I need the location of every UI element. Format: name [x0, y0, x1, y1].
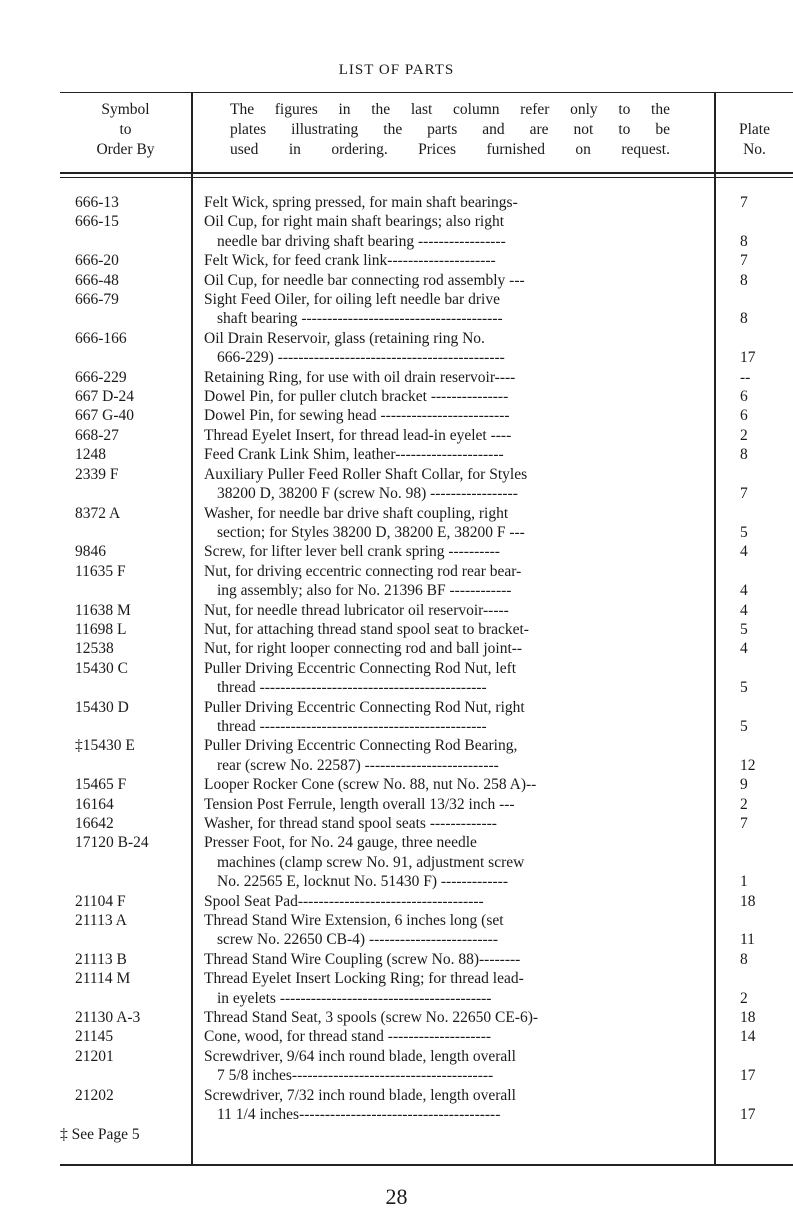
description-line: 38200 D, 38200 F (screw No. 98) -----------------	[217, 485, 518, 503]
table-row	[0, 193, 793, 212]
description-line: Screwdriver, 7/32 inch round blade, length overall	[204, 1086, 516, 1104]
table-row	[0, 639, 793, 658]
table-bottom-rule	[60, 1164, 793, 1166]
part-description	[191, 562, 701, 601]
part-symbol: 11635 F	[75, 562, 126, 580]
table-row	[0, 601, 793, 620]
description-line: Thread Eyelet Insert Locking Ring; for thread lead-	[204, 970, 524, 988]
plate-column-header: Plate No.	[739, 121, 770, 158]
table-row	[0, 1027, 793, 1046]
plate-number: 4	[740, 582, 748, 600]
description-line: No. 22565 E, locknut No. 51430 F) -------------	[217, 873, 508, 891]
part-description	[191, 368, 701, 387]
plate-number: 2	[740, 795, 748, 813]
plate-cell	[701, 736, 793, 775]
part-description	[191, 775, 701, 794]
description-line: Cone, wood, for thread stand --------------------	[204, 1028, 492, 1046]
description-line: Oil Cup, for right main shaft bearings; also right	[204, 213, 505, 231]
plate-number: 8	[740, 950, 748, 968]
plate-cell	[701, 1008, 793, 1027]
description-line: Feed Crank Link Shim, leather---------------------	[204, 446, 504, 464]
table-row	[0, 290, 793, 329]
plate-cell	[701, 387, 793, 406]
description-line: needle bar driving shaft bearing -----------------	[217, 232, 506, 250]
description-line: Screw, for lifter lever bell crank spring ----------	[204, 543, 500, 561]
part-symbol: 16164	[75, 795, 114, 813]
part-symbol: 2339 F	[75, 465, 119, 483]
plate-number: 8	[740, 271, 748, 289]
plate-cell	[701, 601, 793, 620]
table-row	[0, 1086, 793, 1125]
description-line: Thread Eyelet Insert, for thread lead-in eyelet ----	[204, 426, 512, 444]
table-row	[0, 1008, 793, 1027]
description-line: thread --------------------------------------------	[217, 679, 487, 697]
part-symbol: ‡15430 E	[75, 737, 135, 755]
plate-cell	[701, 1027, 793, 1046]
description-line: Oil Cup, for needle bar connecting rod assembly ---	[204, 271, 525, 289]
plate-number: 4	[740, 640, 748, 658]
plate-cell	[701, 504, 793, 543]
plate-number: 5	[740, 620, 748, 638]
plate-cell	[701, 775, 793, 794]
part-description	[191, 795, 701, 814]
description-line: Puller Driving Eccentric Connecting Rod Nut, left	[204, 659, 517, 677]
part-description	[191, 1027, 701, 1046]
plate-cell	[701, 465, 793, 504]
part-symbol: 667 D-24	[75, 388, 134, 406]
description-line: Thread Stand Seat, 3 spools (screw No. 22650 CE-6)-	[204, 1009, 539, 1027]
description-line: Washer, for thread stand spool seats -------------	[204, 815, 497, 832]
part-symbol: 21145	[75, 1028, 114, 1046]
description-line: Oil Drain Reservoir, glass (retaining ring No.	[204, 329, 485, 347]
description-line: 7 5/8 inches---------------------------------------	[217, 1067, 494, 1085]
plate-cell	[701, 426, 793, 445]
plate-number: 17	[740, 349, 756, 367]
part-symbol: 21130 A-3	[75, 1009, 141, 1027]
description-column-header: The figures in the last column refer only to the plates illustrating the parts and are not to be used in ordering. Prices furnished on request.	[230, 101, 670, 158]
header-rule-thin	[60, 177, 793, 178]
plate-cell	[701, 212, 793, 251]
plate-number: 14	[740, 1028, 756, 1046]
part-symbol: 1248	[75, 446, 106, 464]
description-line: Presser Foot, for No. 24 gauge, three needle	[204, 834, 477, 852]
part-description	[191, 814, 701, 833]
description-line: section; for Styles 38200 D, 38200 E, 38200 F ---	[217, 523, 525, 541]
table-row	[0, 426, 793, 445]
plate-cell	[701, 290, 793, 329]
table-row	[0, 620, 793, 639]
plate-cell	[701, 911, 793, 950]
description-line: 11 1/4 inches---------------------------------------	[217, 1106, 501, 1124]
part-symbol: 666-20	[75, 252, 119, 270]
part-description	[191, 833, 701, 891]
description-line: Nut, for right looper connecting rod and ball joint--	[204, 640, 523, 658]
table-row	[0, 445, 793, 464]
part-description	[191, 212, 701, 251]
plate-cell	[701, 1047, 793, 1086]
part-description	[191, 329, 701, 368]
part-description	[191, 659, 701, 698]
part-description	[191, 465, 701, 504]
description-line: Washer, for needle bar drive shaft coupling, right	[204, 504, 509, 522]
part-description	[191, 892, 701, 911]
part-description	[191, 271, 701, 290]
plate-cell	[701, 445, 793, 464]
plate-number: 4	[740, 601, 748, 619]
plate-cell	[701, 639, 793, 658]
part-symbol: 15430 C	[75, 659, 128, 677]
plate-number: --	[740, 368, 751, 386]
table-row	[0, 542, 793, 561]
parts-table-body	[0, 193, 793, 1125]
part-description	[191, 290, 701, 329]
part-description	[191, 387, 701, 406]
table-row	[0, 1047, 793, 1086]
table-row	[0, 659, 793, 698]
part-description	[191, 406, 701, 425]
table-row	[0, 892, 793, 911]
plate-cell	[701, 698, 793, 737]
part-symbol: 666-48	[75, 271, 119, 289]
plate-cell	[701, 193, 793, 212]
part-symbol: 21202	[75, 1086, 114, 1104]
description-line: Nut, for driving eccentric connecting rod rear bear-	[204, 562, 522, 580]
description-line: Felt Wick, spring pressed, for main shaft bearings-	[204, 194, 518, 211]
description-line: Puller Driving Eccentric Connecting Rod Bearing,	[204, 737, 518, 755]
description-line: Tension Post Ferrule, length overall 13/32 inch ---	[204, 795, 515, 813]
plate-cell	[701, 251, 793, 270]
plate-number: 7	[740, 815, 748, 832]
page-number: 28	[385, 1184, 408, 1209]
description-line: Dowel Pin, for puller clutch bracket ---------------	[204, 388, 509, 406]
plate-number: 6	[740, 407, 748, 425]
part-symbol: 8372 A	[75, 504, 121, 522]
part-description	[191, 736, 701, 775]
plate-cell	[701, 950, 793, 969]
part-symbol: 667 G-40	[75, 407, 134, 425]
part-symbol: 666-166	[75, 329, 127, 347]
part-symbol: 11698 L	[75, 620, 127, 638]
part-symbol: 21113 A	[75, 912, 127, 930]
table-row	[0, 775, 793, 794]
plate-number: 6	[740, 388, 748, 406]
description-line: rear (screw No. 22587) --------------------------	[217, 756, 499, 774]
plate-cell	[701, 833, 793, 891]
part-symbol: 21104 F	[75, 892, 126, 910]
plate-cell	[701, 542, 793, 561]
plate-number: 5	[740, 717, 748, 735]
table-row	[0, 387, 793, 406]
part-description	[191, 620, 701, 639]
plate-number: 11	[740, 931, 755, 949]
plate-number: 18	[740, 892, 756, 910]
part-description	[191, 251, 701, 270]
plate-number: 9	[740, 776, 748, 794]
part-symbol: 17120 B-24	[75, 834, 149, 852]
plate-number: 17	[740, 1106, 756, 1124]
table-row	[0, 911, 793, 950]
part-symbol: 666-15	[75, 213, 119, 231]
description-line: thread --------------------------------------------	[217, 717, 487, 735]
part-description	[191, 445, 701, 464]
description-line: Nut, for attaching thread stand spool seat to bracket-	[204, 620, 529, 638]
part-symbol: 16642	[75, 815, 114, 832]
table-row	[0, 212, 793, 251]
table-row	[0, 814, 793, 833]
plate-number: 1	[740, 873, 748, 891]
part-description	[191, 542, 701, 561]
plate-cell	[701, 892, 793, 911]
description-line: Puller Driving Eccentric Connecting Rod Nut, right	[204, 698, 525, 716]
plate-cell	[701, 368, 793, 387]
description-line: Felt Wick, for feed crank link---------------------	[204, 252, 496, 270]
part-symbol: 666-13	[75, 194, 119, 211]
table-row	[0, 736, 793, 775]
description-line: Thread Stand Wire Coupling (screw No. 88)--------	[204, 950, 521, 968]
table-row	[0, 833, 793, 891]
part-description	[191, 1047, 701, 1086]
part-symbol: 668-27	[75, 426, 119, 444]
plate-number: 7	[740, 252, 748, 270]
plate-number: 4	[740, 543, 748, 561]
table-row	[0, 562, 793, 601]
part-description	[191, 1008, 701, 1027]
description-line: Thread Stand Wire Extension, 6 inches long (set	[204, 912, 504, 930]
plate-cell	[701, 271, 793, 290]
part-symbol: 666-79	[75, 291, 119, 309]
plate-number: 12	[740, 756, 756, 774]
table-row	[0, 698, 793, 737]
table-row	[0, 465, 793, 504]
description-line: 666-229) --------------------------------------------	[217, 349, 505, 367]
part-symbol: 666-229	[75, 368, 127, 386]
description-line: Spool Seat Pad------------------------------------	[204, 892, 484, 910]
table-row	[0, 251, 793, 270]
part-symbol: 15430 D	[75, 698, 129, 716]
plate-number: 17	[740, 1067, 756, 1085]
part-symbol: 9846	[75, 543, 106, 561]
part-symbol: 21113 B	[75, 950, 127, 968]
plate-number: 7	[740, 194, 748, 211]
table-row	[0, 969, 793, 1008]
plate-cell	[701, 562, 793, 601]
part-symbol: 21114 M	[75, 970, 131, 988]
part-symbol: 21201	[75, 1047, 114, 1065]
part-description	[191, 969, 701, 1008]
part-description	[191, 193, 701, 212]
description-line: Nut, for needle thread lubricator oil reservoir-----	[204, 601, 509, 619]
plate-cell	[701, 795, 793, 814]
description-line: Retaining Ring, for use with oil drain reservoir----	[204, 368, 516, 386]
plate-number: 2	[740, 426, 748, 444]
table-row	[0, 368, 793, 387]
table-top-rule	[60, 92, 793, 93]
page-title: LIST OF PARTS	[338, 62, 455, 78]
plate-number: 7	[740, 485, 748, 503]
part-symbol: 11638 M	[75, 601, 131, 619]
part-description	[191, 639, 701, 658]
table-row	[0, 271, 793, 290]
plate-cell	[701, 329, 793, 368]
plate-number: 2	[740, 989, 748, 1007]
description-line: machines (clamp screw No. 91, adjustment screw	[217, 853, 525, 871]
part-description	[191, 698, 701, 737]
table-row	[0, 406, 793, 425]
plate-number: 18	[740, 1009, 756, 1027]
plate-number: 8	[740, 232, 748, 250]
part-symbol: 12538	[75, 640, 114, 658]
footnote: ‡ See Page 5	[60, 1126, 140, 1143]
part-description	[191, 911, 701, 950]
plate-cell	[701, 620, 793, 639]
table-row	[0, 329, 793, 368]
part-description	[191, 950, 701, 969]
plate-cell	[701, 969, 793, 1008]
description-line: Dowel Pin, for sewing head -------------------------	[204, 407, 510, 425]
plate-number: 5	[740, 679, 748, 697]
description-line: Screwdriver, 9/64 inch round blade, length overall	[204, 1047, 516, 1065]
description-line: Sight Feed Oiler, for oiling left needle bar drive	[204, 291, 500, 309]
part-symbol: 15465 F	[75, 776, 127, 794]
plate-cell	[701, 814, 793, 833]
description-line: in eyelets -----------------------------------------	[217, 989, 492, 1007]
part-description	[191, 426, 701, 445]
part-description	[191, 1086, 701, 1125]
description-line: Looper Rocker Cone (screw No. 88, nut No. 258 A)--	[204, 776, 537, 794]
description-line: shaft bearing ---------------------------------------	[217, 310, 503, 328]
table-row	[0, 795, 793, 814]
symbol-column-header: Symbol to Order By	[96, 101, 155, 158]
table-row	[0, 504, 793, 543]
header-rule	[60, 172, 793, 174]
plate-cell	[701, 659, 793, 698]
part-description	[191, 504, 701, 543]
plate-cell	[701, 406, 793, 425]
description-line: screw No. 22650 CB-4) -------------------------	[217, 931, 499, 949]
table-row	[0, 950, 793, 969]
plate-number: 8	[740, 446, 748, 464]
description-line: Auxiliary Puller Feed Roller Shaft Collar, for Styles	[204, 465, 528, 483]
part-description	[191, 601, 701, 620]
plate-number: 5	[740, 523, 748, 541]
plate-cell	[701, 1086, 793, 1125]
description-line: ing assembly; also for No. 21396 BF ------------	[217, 582, 512, 600]
plate-number: 8	[740, 310, 748, 328]
